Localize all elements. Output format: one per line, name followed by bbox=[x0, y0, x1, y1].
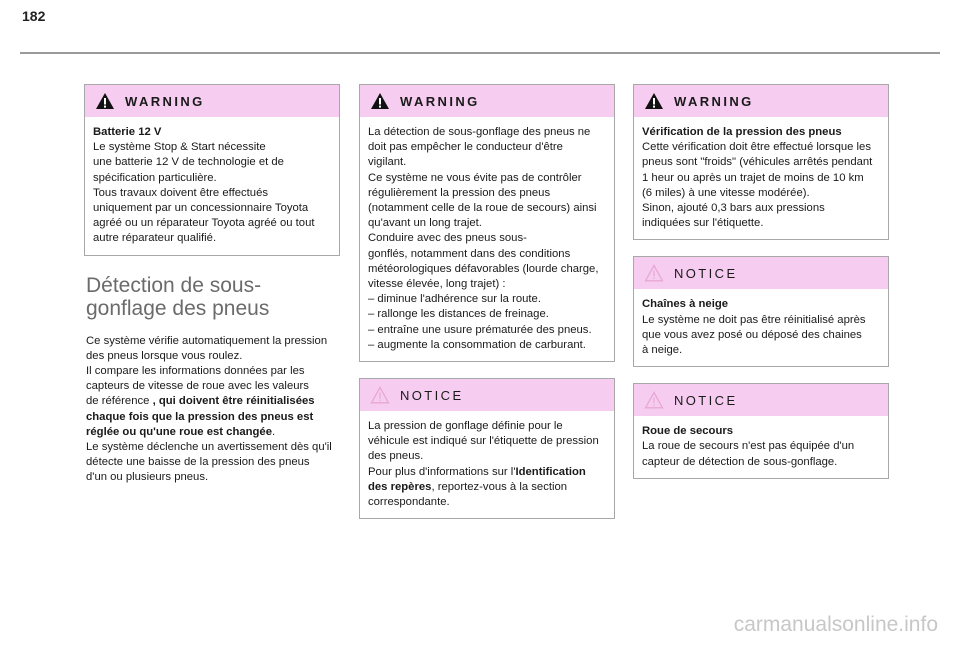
text-line: capteur de détection de sous-gonflage. bbox=[642, 455, 838, 468]
warning-body bbox=[85, 117, 339, 255]
text-line bbox=[86, 425, 340, 440]
text-line: que vous avez posé ou déposé des chaines bbox=[642, 328, 862, 341]
text-line: Tous travaux doivent être effectués bbox=[93, 186, 268, 199]
text-line: d'un ou plusieurs pneus. bbox=[86, 471, 209, 484]
warning-header bbox=[634, 85, 888, 117]
bold-line: chaque fois que la pression des pneus est bbox=[86, 410, 314, 423]
notice-title: NOTICE bbox=[674, 392, 738, 408]
section-body bbox=[86, 334, 340, 486]
text-line: Le système Stop & Start nécessite bbox=[93, 141, 266, 154]
notice-triangle-icon bbox=[370, 386, 390, 404]
text-line: La roue de secours n'est pas équipée d'un bbox=[642, 440, 855, 453]
notice-title: NOTICE bbox=[400, 387, 464, 403]
notice-header bbox=[634, 257, 888, 289]
notice-triangle-icon bbox=[644, 264, 664, 282]
text-line: détecte une baisse de la pression des pneus bbox=[86, 456, 310, 469]
bold-run: des repères bbox=[368, 480, 432, 493]
bold-run: réglée ou qu'une roue est changée bbox=[86, 425, 272, 438]
notice-heading: Chaînes à neige bbox=[642, 298, 729, 311]
list-item: – diminue l'adhérence sur la route. bbox=[368, 293, 541, 306]
warning-box-pressure-check bbox=[633, 84, 889, 240]
bold-run: , qui doivent être réinitialisées bbox=[152, 395, 315, 408]
text-line bbox=[86, 394, 340, 409]
text-line: Le système déclenche un avertissement dès qu'il bbox=[86, 441, 332, 454]
text-line: Le système ne doit pas être réinitialisé après bbox=[642, 313, 866, 326]
text-line: vitesse élevée, long trajet) : bbox=[368, 278, 506, 291]
notice-box-inflation-pressure bbox=[359, 378, 615, 519]
warning-triangle-icon bbox=[370, 92, 390, 110]
text-line bbox=[368, 480, 606, 495]
warning-box-tyre-detection bbox=[359, 84, 615, 362]
warning-heading: Batterie 12 V bbox=[93, 126, 162, 138]
notice-body bbox=[360, 411, 614, 518]
text-line: spécification particulière. bbox=[93, 171, 217, 184]
text-line: La détection de sous-gonflage des pneus ne bbox=[368, 126, 591, 138]
text-line: indiquées sur l'étiquette. bbox=[642, 217, 764, 230]
text-line: des pneus lorsque vous roulez. bbox=[86, 349, 243, 362]
notice-body bbox=[634, 416, 888, 478]
section-title bbox=[86, 274, 340, 320]
text-run: Pour plus d'informations sur l' bbox=[368, 465, 516, 478]
section-title-line: Détection de sous- bbox=[86, 273, 262, 297]
warning-header bbox=[85, 85, 339, 117]
text-line: qu'avant un long trajet. bbox=[368, 217, 482, 230]
warning-body bbox=[634, 117, 888, 239]
notice-box-spare-wheel bbox=[633, 383, 889, 479]
text-line: pneus sont "froids" (véhicules arrêtés pendant bbox=[642, 156, 873, 169]
text-run: de référence bbox=[86, 395, 153, 408]
section-title-line: gonflage des pneus bbox=[86, 296, 270, 320]
text-line: doit pas empêcher le conducteur d'être bbox=[368, 141, 563, 154]
warning-body bbox=[360, 117, 614, 361]
bold-run: Identification bbox=[515, 465, 586, 478]
list-item: – rallonge les distances de freinage. bbox=[368, 308, 549, 321]
column-2 bbox=[359, 84, 615, 535]
text-line: Ce système ne vous évite pas de contrôler bbox=[368, 171, 582, 184]
warning-triangle-icon bbox=[644, 92, 664, 110]
text-line: uniquement par un concessionnaire Toyota bbox=[93, 202, 309, 215]
text-line: 1 heur ou après un trajet de moins de 10 km bbox=[642, 171, 864, 184]
notice-header bbox=[634, 384, 888, 416]
text-line: agréé ou un réparateur Toyota agréé ou tout bbox=[93, 217, 315, 230]
notice-heading: Roue de secours bbox=[642, 425, 734, 438]
text-line: Il compare les informations données par les bbox=[86, 365, 305, 378]
text-line: Cette vérification doit être effectué lorsque les bbox=[642, 141, 871, 154]
column-3 bbox=[633, 84, 889, 495]
text-line: autre réparateur qualifié. bbox=[93, 232, 217, 245]
notice-header bbox=[360, 379, 614, 411]
text-line: une batterie 12 V de technologie et de bbox=[93, 156, 284, 169]
text-line: capteurs de vitesse de roue avec les valeurs bbox=[86, 380, 309, 393]
notice-box-snow-chains bbox=[633, 256, 889, 367]
text-line: (6 miles) à une vitesse modérée). bbox=[642, 186, 810, 199]
warning-box-battery bbox=[84, 84, 340, 256]
text-line: gonflés, notamment dans des conditions bbox=[368, 247, 571, 260]
list-item: – entraîne une usure prématurée des pneus. bbox=[368, 323, 592, 336]
text-line: véhicule est indiqué sur l'étiquette de pression bbox=[368, 435, 599, 448]
text-line: régulièrement la pression des pneus bbox=[368, 186, 551, 199]
text-line: vigilant. bbox=[368, 156, 407, 169]
header-rule bbox=[20, 52, 940, 54]
text-line: des pneus. bbox=[368, 450, 424, 463]
text-run: . bbox=[272, 425, 276, 438]
notice-triangle-icon bbox=[644, 391, 664, 409]
notice-body bbox=[634, 289, 888, 366]
text-line: Conduire avec des pneus sous- bbox=[368, 232, 527, 245]
text-line: Sinon, ajouté 0,3 bars aux pressions bbox=[642, 202, 825, 215]
warning-title: WARNING bbox=[674, 93, 754, 109]
warning-triangle-icon bbox=[95, 92, 115, 110]
warning-title: WARNING bbox=[125, 93, 205, 109]
page-number: 182 bbox=[22, 8, 46, 24]
warning-title: WARNING bbox=[400, 93, 480, 109]
list-item: – augmente la consommation de carburant. bbox=[368, 338, 586, 351]
warning-header bbox=[360, 85, 614, 117]
text-run: , reportez-vous à la section bbox=[431, 480, 568, 493]
text-line bbox=[368, 465, 606, 480]
watermark: carmanualsonline.info bbox=[733, 613, 938, 636]
text-line: correspondante. bbox=[368, 496, 450, 509]
column-1 bbox=[84, 84, 340, 486]
text-line: à neige. bbox=[642, 344, 683, 357]
warning-heading: Vérification de la pression des pneus bbox=[642, 126, 842, 138]
text-line: (notamment celle de la roue de secours) ainsi bbox=[368, 202, 597, 215]
text-line: La pression de gonflage définie pour le bbox=[368, 420, 563, 433]
text-line: Ce système vérifie automatiquement la pression bbox=[86, 334, 328, 347]
text-line: météorologiques défavorables (lourde charge, bbox=[368, 262, 599, 275]
notice-title: NOTICE bbox=[674, 265, 738, 281]
